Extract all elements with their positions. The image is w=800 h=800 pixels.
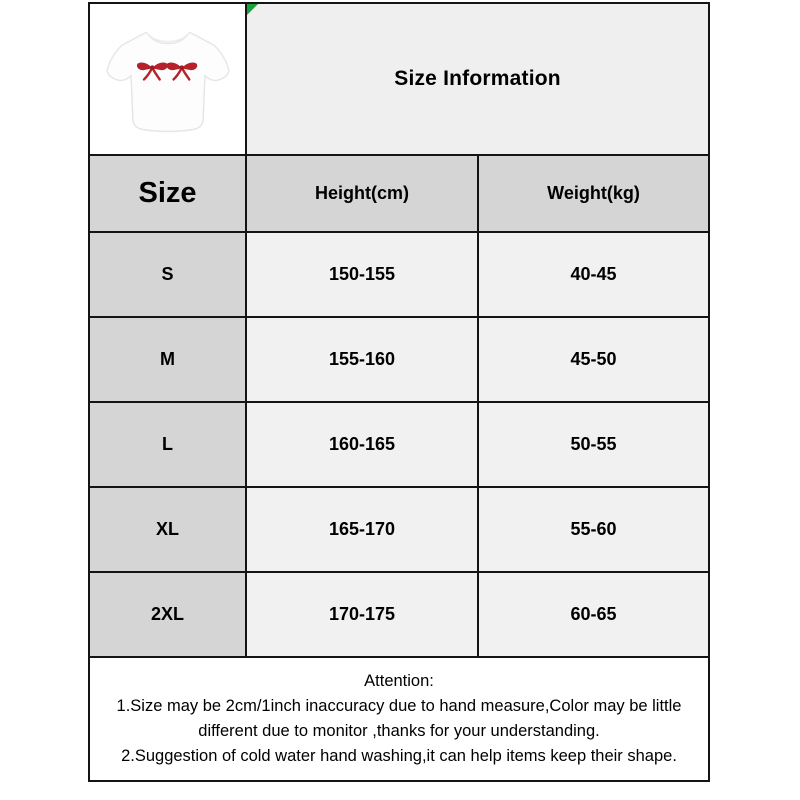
size-table bbox=[88, 2, 710, 782]
column-header-weight: Weight(kg) bbox=[478, 155, 709, 232]
page-title: Size Information bbox=[394, 67, 561, 90]
attention-line: different due to monitor ,thanks for your understanding. bbox=[198, 722, 600, 740]
height-value: 170-175 bbox=[246, 572, 478, 657]
title-row bbox=[89, 3, 709, 155]
table-row-xl bbox=[89, 487, 709, 572]
attention-section bbox=[89, 657, 709, 781]
column-header-row bbox=[89, 155, 709, 232]
product-image bbox=[90, 4, 245, 154]
product-image-cell bbox=[89, 3, 246, 155]
weight-value: 60-65 bbox=[478, 572, 709, 657]
table-row-2xl bbox=[89, 572, 709, 657]
tshirt-body bbox=[107, 32, 229, 131]
weight-value: 55-60 bbox=[478, 487, 709, 572]
weight-value: 50-55 bbox=[478, 402, 709, 487]
table-row-m bbox=[89, 317, 709, 402]
column-header-size: Size bbox=[89, 155, 246, 232]
tshirt-image bbox=[94, 12, 242, 146]
size-label: XL bbox=[89, 487, 246, 572]
size-information-title-cell bbox=[246, 3, 709, 155]
green-corner-marker-icon bbox=[247, 4, 258, 15]
attention-line: 1.Size may be 2cm/1inch inaccuracy due to hand measure,Color may be little bbox=[116, 697, 682, 715]
attention-title: Attention: bbox=[364, 672, 434, 690]
height-value: 165-170 bbox=[246, 487, 478, 572]
size-label: M bbox=[89, 317, 246, 402]
column-header-height: Height(cm) bbox=[246, 155, 478, 232]
size-label: L bbox=[89, 402, 246, 487]
weight-value: 40-45 bbox=[478, 232, 709, 317]
weight-value: 45-50 bbox=[478, 317, 709, 402]
size-label: S bbox=[89, 232, 246, 317]
attention-row bbox=[89, 657, 709, 781]
attention-line: 2.Suggestion of cold water hand washing,it can help items keep their shape. bbox=[121, 747, 677, 765]
size-chart-sheet bbox=[88, 2, 710, 782]
table-row-l bbox=[89, 402, 709, 487]
height-value: 160-165 bbox=[246, 402, 478, 487]
height-value: 155-160 bbox=[246, 317, 478, 402]
size-label: 2XL bbox=[89, 572, 246, 657]
table-row-s bbox=[89, 232, 709, 317]
height-value: 150-155 bbox=[246, 232, 478, 317]
